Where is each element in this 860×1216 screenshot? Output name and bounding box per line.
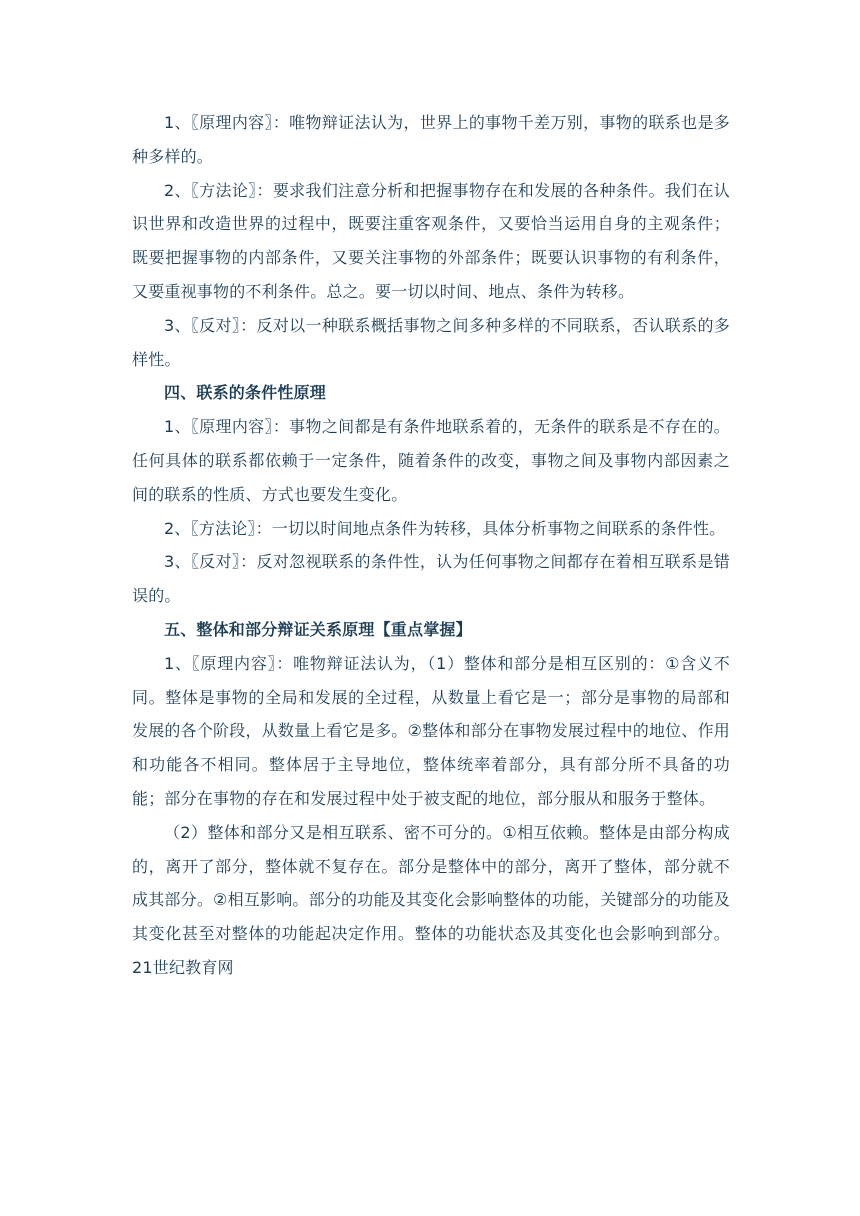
paragraph-oppose-single-connection: 3、〖反对〗：反对以一种联系概括事物之间多种多样的不同联系，否认联系的多样性。: [132, 315, 730, 369]
paragraph-principle-conditionality: 1、〖原理内容〗：事物之间都是有条件地联系着的，无条件的联系是不存在的。任何具体的联系都依赖于一定条件，随着条件的改变，事物之间及事物内部因素之间的联系的性质、方式也要发生变化。: [132, 417, 730, 504]
section-heading-conditionality: 四、联系的条件性原理: [164, 383, 327, 403]
paragraph-principle-diversity: 1、〖原理内容〗：唯物辩证法认为，世界上的事物千差万别，事物的联系也是多种多样的。: [132, 113, 730, 166]
paragraph-methodology-conditionality: 2、〖方法论〗：一切以时间地点条件为转移，具体分析事物之间联系的条件性。: [164, 518, 726, 538]
paragraph-whole-part-connection: （2）整体和部分又是相互联系、密不可分的。①相互依赖。整体是由部分构成的，离开了部分，整体就不复存在。部分是整体中的部分，离开了整体，部分就不成其部分。②相互影响。部分的功能及其变化会影响整体的功能，关键部分的功能及其变化甚至对整体的功能起决定作用。整体的功能状态及其变化也会影响到部分。21世纪教育网: [132, 822, 730, 977]
paragraph-oppose-ignoring-conditions: 3、〖反对〗：反对忽视联系的条件性，认为任何事物之间都存在着相互联系是错误的。: [132, 552, 730, 606]
paragraph-principle-whole-part-difference: 1、〖原理内容〗：唯物辩证法认为，（1）整体和部分是相互区别的：①含义不同。整体是事物的全局和发展的全过程，从数量上看它是一；部分是事物的局部和发展的各个阶段，从数量上看它是多。②整体和部分在事物发展过程中的地位、作用和功能各不相同。整体居于主导地位，整体统率着部分，具有部分所不具备的功能；部分在事物的存在和发展过程中处于被支配的地位，部分服从和服务于整体。: [132, 653, 730, 808]
section-heading-whole-and-part: 五、整体和部分辩证关系原理【重点掌握】: [164, 619, 472, 639]
paragraph-methodology-conditions: 2、〖方法论〗：要求我们注意分析和把握事物存在和发展的各种条件。我们在认识世界和改造世界的过程中，既要注重客观条件，又要恰当运用自身的主观条件；既要把握事物的内部条件，又要关注事物的外部条件；既要认识事物的有利条件，又要重视事物的不利条件。总之。要一切以时间、地点、条件为转移。: [132, 180, 730, 301]
document-body: [132, 106, 730, 985]
